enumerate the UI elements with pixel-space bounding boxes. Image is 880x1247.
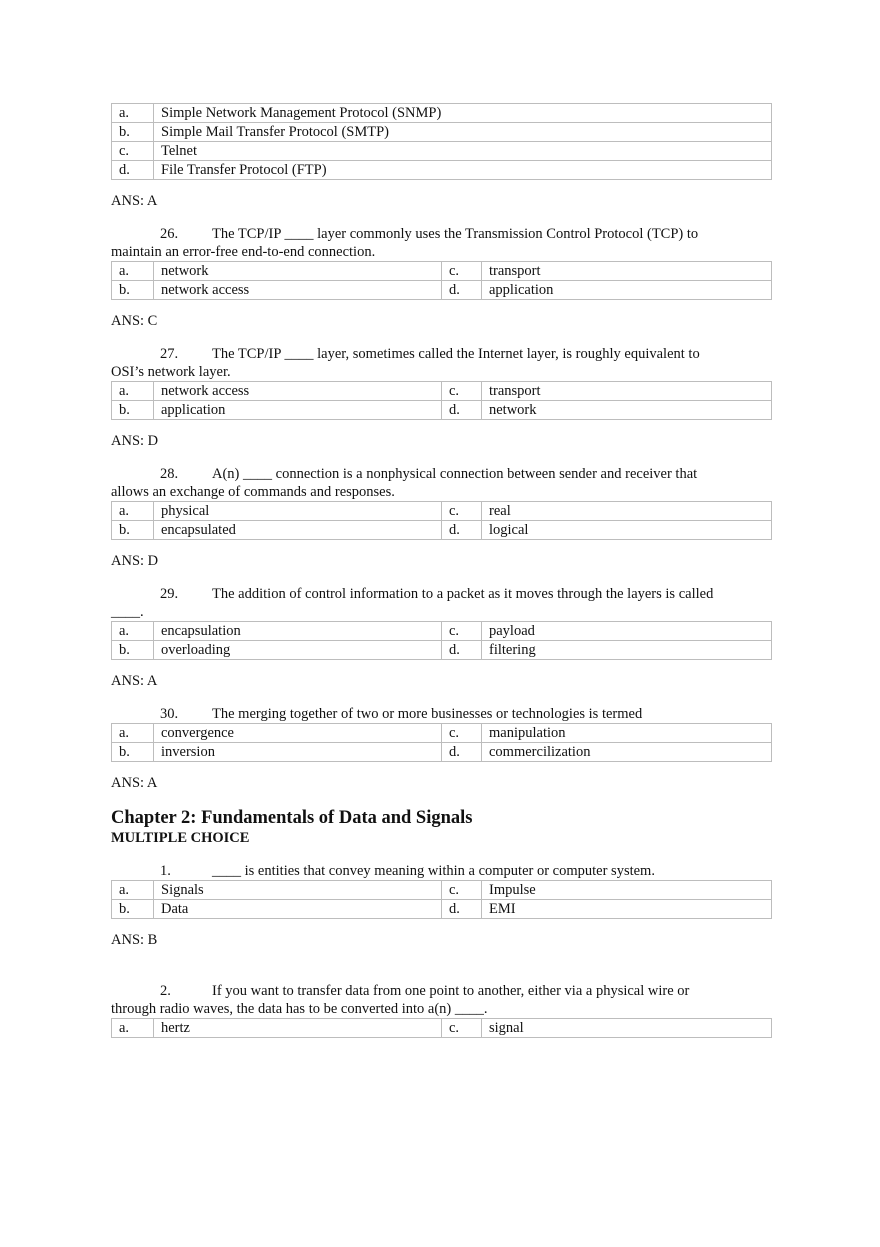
chapter-question-1	[111, 862, 772, 949]
option-text: network access	[154, 281, 442, 300]
option-letter: a.	[112, 502, 154, 521]
option-letter: c.	[442, 262, 482, 281]
question-26	[111, 225, 772, 330]
chapter-question-2	[111, 982, 772, 1038]
option-row	[112, 382, 772, 401]
question-text-cont: allows an exchange of commands and responses.	[111, 484, 395, 500]
option-text: filtering	[482, 641, 772, 660]
answer-q25: ANS: A	[111, 193, 158, 209]
option-letter: d.	[112, 161, 154, 180]
option-letter: a.	[112, 1019, 154, 1038]
options-table	[111, 381, 772, 420]
question-text: ____ is entities that convey meaning within a computer or computer system.	[212, 863, 655, 879]
option-row	[112, 104, 772, 123]
answer: ANS: A	[111, 673, 158, 689]
answer: ANS: D	[111, 553, 159, 569]
option-row	[112, 281, 772, 300]
option-text: physical	[154, 502, 442, 521]
option-text: payload	[482, 622, 772, 641]
option-text: Signals	[154, 881, 442, 900]
question-number: 28.	[160, 466, 179, 482]
options-table	[111, 1018, 772, 1038]
answer: ANS: C	[111, 313, 158, 329]
option-text: transport	[482, 262, 772, 281]
answer: ANS: B	[111, 932, 158, 948]
question-text: If you want to transfer data from one point to another, either via a physical wire or	[212, 983, 690, 999]
option-letter: c.	[442, 881, 482, 900]
question-number: 29.	[160, 586, 179, 602]
question-text: The TCP/IP ____ layer commonly uses the Transmission Control Protocol (TCP) to	[212, 226, 699, 242]
option-row	[112, 401, 772, 420]
option-row	[112, 641, 772, 660]
option-row	[112, 123, 772, 142]
option-text: encapsulated	[154, 521, 442, 540]
option-row	[112, 1019, 772, 1038]
option-letter: b.	[112, 401, 154, 420]
option-row	[112, 900, 772, 919]
option-text: convergence	[154, 724, 442, 743]
option-row	[112, 724, 772, 743]
options-table	[111, 261, 772, 300]
question-28	[111, 465, 772, 570]
option-text: commercilization	[482, 743, 772, 762]
answer: ANS: A	[111, 775, 158, 791]
option-row	[112, 142, 772, 161]
option-text: Impulse	[482, 881, 772, 900]
option-letter: c.	[442, 1019, 482, 1038]
option-letter: d.	[442, 641, 482, 660]
question-29	[111, 585, 772, 690]
option-letter: a.	[112, 382, 154, 401]
options-table	[111, 880, 772, 919]
options-table	[111, 501, 772, 540]
option-row	[112, 521, 772, 540]
option-row	[112, 502, 772, 521]
answer: ANS: D	[111, 433, 159, 449]
option-text: encapsulation	[154, 622, 442, 641]
question-text: The TCP/IP ____ layer, sometimes called the Internet layer, is roughly equivalent to	[212, 346, 700, 362]
option-letter: b.	[112, 900, 154, 919]
option-letter: b.	[112, 743, 154, 762]
option-text: application	[482, 281, 772, 300]
question-text-cont: through radio waves, the data has to be converted into a(n) ____.	[111, 1001, 488, 1017]
options-table	[111, 723, 772, 762]
option-letter: a.	[112, 104, 154, 123]
option-letter: d.	[442, 521, 482, 540]
question-text-cont: maintain an error-free end-to-end connection.	[111, 244, 376, 260]
option-text: network access	[154, 382, 442, 401]
option-text: application	[154, 401, 442, 420]
question-27	[111, 345, 772, 450]
option-text: manipulation	[482, 724, 772, 743]
question-30	[111, 705, 772, 792]
option-text: network	[154, 262, 442, 281]
option-letter: a.	[112, 262, 154, 281]
option-letter: a.	[112, 881, 154, 900]
option-letter: a.	[112, 724, 154, 743]
option-text: overloading	[154, 641, 442, 660]
question-text: The merging together of two or more businesses or technologies is termed	[212, 706, 643, 722]
option-text: File Transfer Protocol (FTP)	[154, 161, 772, 180]
option-letter: a.	[112, 622, 154, 641]
option-letter: b.	[112, 123, 154, 142]
option-row	[112, 622, 772, 641]
option-text: signal	[482, 1019, 772, 1038]
question-number: 26.	[160, 226, 179, 242]
option-text: real	[482, 502, 772, 521]
document-page	[111, 103, 772, 1038]
question-number: 27.	[160, 346, 179, 362]
option-letter: c.	[442, 382, 482, 401]
option-row	[112, 881, 772, 900]
option-text: Telnet	[154, 142, 772, 161]
option-letter: b.	[112, 521, 154, 540]
option-letter: c.	[112, 142, 154, 161]
option-row	[112, 743, 772, 762]
option-text: logical	[482, 521, 772, 540]
option-text: transport	[482, 382, 772, 401]
option-text: network	[482, 401, 772, 420]
question-text: A(n) ____ connection is a nonphysical connection between sender and receiver that	[212, 466, 698, 482]
option-text: inversion	[154, 743, 442, 762]
option-letter: b.	[112, 281, 154, 300]
question-number: 2.	[160, 983, 171, 999]
option-letter: c.	[442, 724, 482, 743]
question-number: 30.	[160, 706, 179, 722]
option-letter: d.	[442, 401, 482, 420]
question-text: The addition of control information to a packet as it moves through the layers is called	[212, 586, 714, 602]
question-number: 1.	[160, 863, 171, 879]
option-text: Simple Network Management Protocol (SNMP)	[154, 104, 772, 123]
option-letter: d.	[442, 743, 482, 762]
option-text: Simple Mail Transfer Protocol (SMTP)	[154, 123, 772, 142]
option-row	[112, 262, 772, 281]
options-table-q25	[111, 103, 772, 180]
chapter-title: Chapter 2: Fundamentals of Data and Signals	[111, 808, 473, 828]
option-letter: c.	[442, 622, 482, 641]
option-letter: d.	[442, 281, 482, 300]
option-text: hertz	[154, 1019, 442, 1038]
section-heading: MULTIPLE CHOICE	[111, 830, 250, 846]
option-letter: d.	[442, 900, 482, 919]
question-text-cont: ____.	[111, 604, 144, 620]
option-letter: b.	[112, 641, 154, 660]
option-text: EMI	[482, 900, 772, 919]
question-text-cont: OSI’s network layer.	[111, 364, 231, 380]
option-letter: c.	[442, 502, 482, 521]
option-row	[112, 161, 772, 180]
option-text: Data	[154, 900, 442, 919]
options-table	[111, 621, 772, 660]
